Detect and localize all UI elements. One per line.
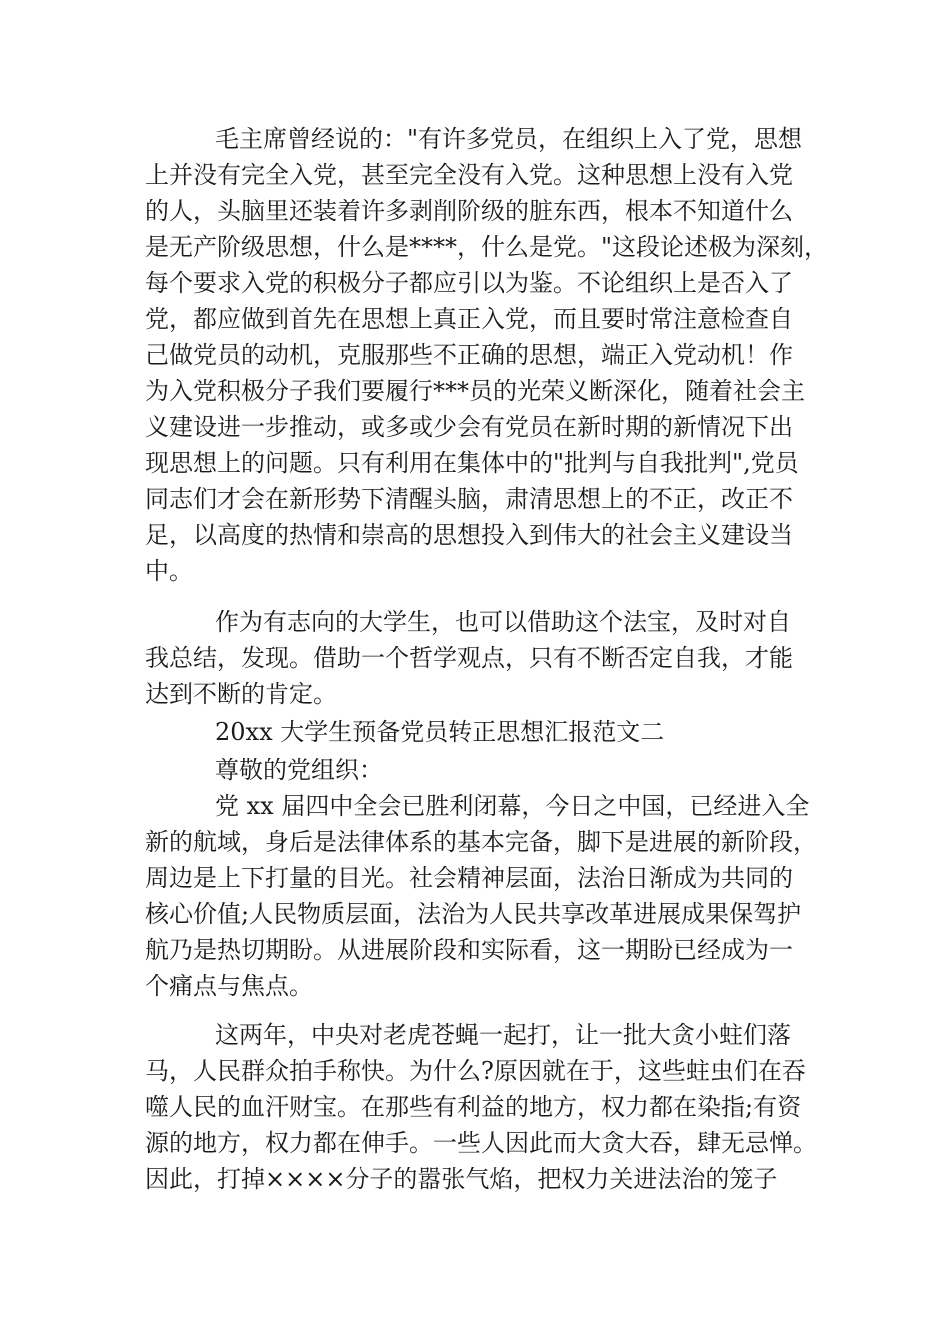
paragraph-2-line-3: [0, 676, 950, 712]
text-line: 毛主席曾经说的："有许多党员，在组织上入了党，思想: [215, 125, 803, 153]
paragraph-1-line-11: [0, 481, 950, 517]
text-line: 源的地方，权力都在伸手。一些人因此而大贪大吞，肆无忌惮。: [145, 1129, 817, 1157]
heading-text: 20xx 大学生预备党员转正思想汇报范文二: [215, 718, 665, 746]
paragraph-4-line-2: [0, 1053, 950, 1089]
salutation-text: 尊敬的党组织：: [215, 756, 383, 784]
text-line: 马，人民群众拍手称快。为什么?原因就在于，这些蛀虫们在吞: [145, 1057, 806, 1085]
section-heading: [0, 714, 950, 750]
paragraph-3-line-1: [0, 788, 950, 824]
text-line: 达到不断的肯定。: [145, 680, 337, 708]
paragraph-2-line-1: [0, 604, 950, 640]
paragraph-1-line-10: [0, 445, 950, 481]
text-line: 上并没有完全入党，甚至完全没有入党。这种思想上没有入党: [145, 161, 793, 189]
paragraph-1-line-13: [0, 553, 950, 589]
text-line: 个痛点与焦点。: [145, 972, 313, 1000]
text-line: 噬人民的血汗财宝。在那些有利益的地方，权力都在染指;有资: [145, 1093, 802, 1121]
text-line: 周边是上下打量的目光。社会精神层面，法治日渐成为共同的: [145, 864, 793, 892]
text-line: 这两年，中央对老虎苍蝇一起打，让一批大贪小蛀们落: [215, 1021, 791, 1049]
text-line: 核心价值;人民物质层面，法治为人民共享改革进展成果保驾护: [145, 900, 802, 928]
text-line: 的人，头脑里还装着许多剥削阶级的脏东西，根本不知道什么: [145, 197, 793, 225]
text-line: 己做党员的动机，克服那些不正确的思想，端正入党动机！作: [145, 341, 793, 369]
text-line: 足，以高度的热情和崇高的思想投入到伟大的社会主义建设当: [145, 521, 793, 549]
paragraph-4-line-1: [0, 1017, 950, 1053]
paragraph-1-line-6: [0, 301, 950, 337]
text-line: 每个要求入党的积极分子都应引以为鉴。不论组织上是否入了: [145, 269, 793, 297]
paragraph-4-line-5: [0, 1161, 950, 1197]
text-line: 作为有志向的大学生，也可以借助这个法宝，及时对自: [215, 608, 791, 636]
paragraph-3-line-4: [0, 896, 950, 932]
paragraph-1-line-1: [0, 121, 950, 157]
paragraph-3-line-2: [0, 824, 950, 860]
paragraph-1-line-5: [0, 265, 950, 301]
paragraph-4-line-3: [0, 1089, 950, 1125]
paragraph-1-line-2: [0, 157, 950, 193]
paragraph-3-line-3: [0, 860, 950, 896]
salutation: [0, 752, 950, 788]
text-line: 党 xx 届四中全会已胜利闭幕，今日之中国，已经进入全: [215, 792, 810, 820]
paragraph-3-line-6: [0, 968, 950, 1004]
paragraph-2-line-2: [0, 640, 950, 676]
text-line: 为入党积极分子我们要履行***员的光荣义断深化，随着社会主: [145, 377, 805, 405]
text-line: 新的航域，身后是法律体系的基本完备，脚下是进展的新阶段，: [145, 828, 817, 856]
text-line: 因此，打掉××××分子的嚣张气焰，把权力关进法治的笼子: [145, 1165, 778, 1193]
text-line: 中。: [145, 557, 193, 585]
text-line: 党，都应做到首先在思想上真正入党，而且要时常注意检查自: [145, 305, 793, 333]
paragraph-1-line-3: [0, 193, 950, 229]
paragraph-4-line-4: [0, 1125, 950, 1161]
text-line: 同志们才会在新形势下清醒头脑，肃清思想上的不正，改正不: [145, 485, 793, 513]
paragraph-1-line-7: [0, 337, 950, 373]
paragraph-1-line-8: [0, 373, 950, 409]
text-line: 是无产阶级思想，什么是****，什么是党。"这段论述极为深刻，: [145, 233, 829, 261]
text-line: 现思想上的问题。只有利用在集体中的"批判与自我批判",党员: [145, 449, 799, 477]
paragraph-1-line-12: [0, 517, 950, 553]
text-line: 义建设进一步推动，或多或少会有党员在新时期的新情况下出: [145, 413, 793, 441]
paragraph-1-line-4: [0, 229, 950, 265]
text-line: 我总结，发现。借助一个哲学观点，只有不断否定自我，才能: [145, 644, 793, 672]
paragraph-1-line-9: [0, 409, 950, 445]
paragraph-3-line-5: [0, 932, 950, 968]
text-line: 航乃是热切期盼。从进展阶段和实际看，这一期盼已经成为一: [145, 936, 793, 964]
